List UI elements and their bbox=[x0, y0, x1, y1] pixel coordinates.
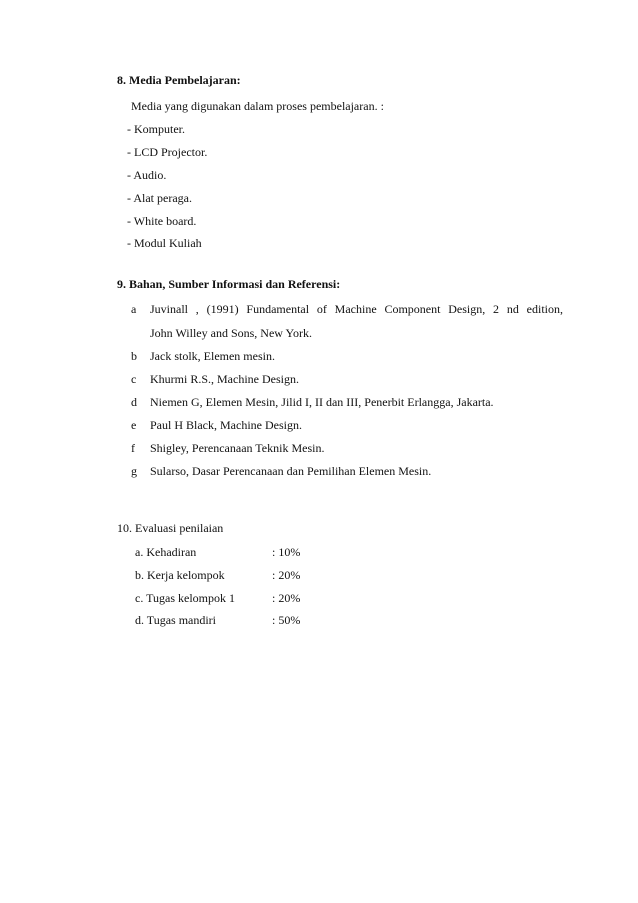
reference-letter: e bbox=[131, 418, 137, 432]
reference-text-continued: John Willey and Sons, New York. bbox=[150, 326, 312, 340]
reference-letter: b bbox=[131, 349, 137, 363]
reference-text: Shigley, Perencanaan Teknik Mesin. bbox=[150, 441, 325, 455]
section-9-heading: 9. Bahan, Sumber Informasi dan Referensi: bbox=[117, 277, 341, 291]
evaluation-label: d. Tugas mandiri bbox=[135, 613, 217, 627]
reference-text: Niemen G, Elemen Mesin, Jilid I, II dan III, Penerbit Erlangga, Jakarta. bbox=[150, 395, 494, 409]
media-item: - Audio. bbox=[127, 168, 167, 182]
reference-letter: a bbox=[131, 302, 137, 316]
evaluation-label: b. Kerja kelompok bbox=[135, 568, 225, 582]
media-item: - LCD Projector. bbox=[127, 145, 208, 159]
media-item: - White board. bbox=[127, 214, 197, 228]
reference-letter: f bbox=[131, 441, 135, 455]
reference-letter: c bbox=[131, 372, 137, 386]
reference-text: Khurmi R.S., Machine Design. bbox=[150, 372, 299, 386]
reference-text: Jack stolk, Elemen mesin. bbox=[150, 349, 275, 363]
media-item: - Alat peraga. bbox=[127, 191, 192, 205]
reference-text: Sularso, Dasar Perencanaan dan Pemilihan Elemen Mesin. bbox=[150, 464, 432, 478]
media-item: - Modul Kuliah bbox=[127, 236, 202, 250]
reference-text: Paul H Black, Machine Design. bbox=[150, 418, 302, 432]
media-item: - Komputer. bbox=[127, 122, 185, 136]
reference-text: Juvinall , (1991) Fundamental of Machine Component Design, 2 nd edition, bbox=[150, 302, 563, 316]
evaluation-label: c. Tugas kelompok 1 bbox=[135, 591, 236, 605]
section-8-heading: 8. Media Pembelajaran: bbox=[117, 73, 241, 87]
section-10-heading: 10. Evaluasi penilaian bbox=[117, 521, 224, 535]
evaluation-weight: : 50% bbox=[272, 613, 301, 627]
evaluation-weight: : 10% bbox=[272, 545, 301, 559]
reference-letter: g bbox=[131, 464, 137, 478]
reference-letter: d bbox=[131, 395, 137, 409]
section-8-intro: Media yang digunakan dalam proses pembelajaran. : bbox=[131, 99, 384, 113]
evaluation-weight: : 20% bbox=[272, 568, 301, 582]
evaluation-label: a. Kehadiran bbox=[135, 545, 197, 559]
evaluation-weight: : 20% bbox=[272, 591, 301, 605]
